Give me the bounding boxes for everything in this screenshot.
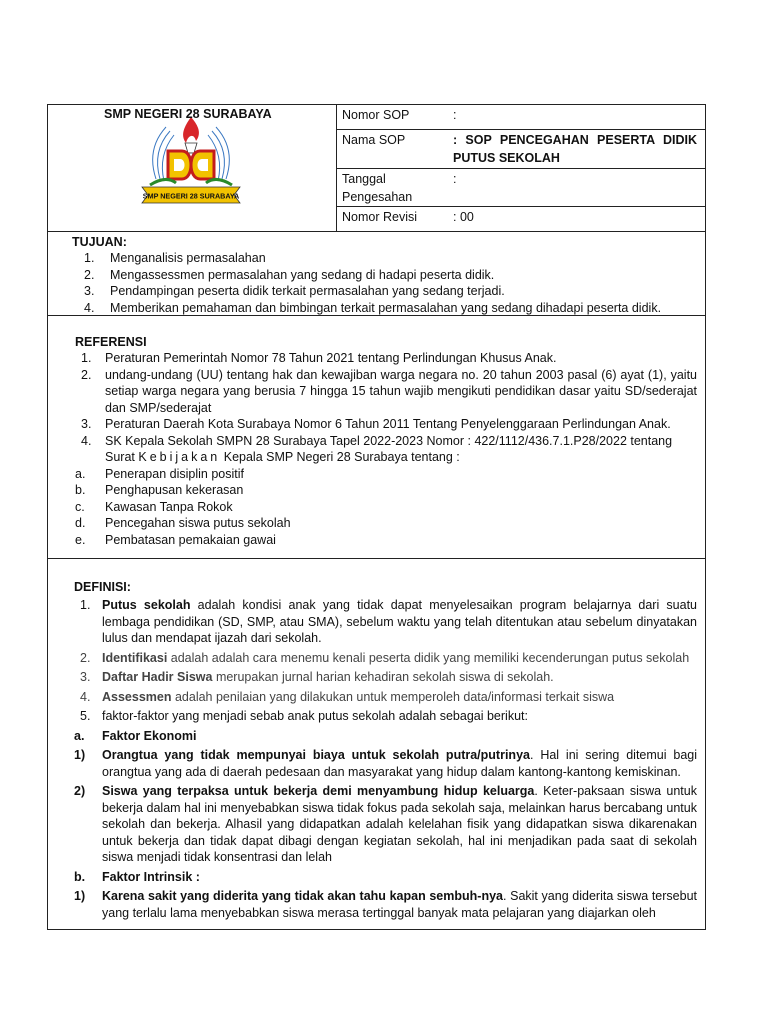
- header-table: [48, 105, 705, 232]
- section-referensi: [48, 316, 705, 559]
- label-nomor-sop: Nomor SOP: [342, 108, 410, 122]
- list-item: 2. Mengassessmen permasalahan yang sedang di hadapi peserta didik.: [84, 267, 495, 282]
- tujuan-title: TUJUAN:: [72, 235, 127, 249]
- referensi-title: REFERENSI: [75, 335, 147, 349]
- list-item: b. Penghapusan kekerasan: [75, 483, 244, 497]
- list-item: a. Faktor Ekonomi: [74, 728, 197, 743]
- list-item: 5. faktor-faktor yang menjadi sebab anak putus sekolah adalah sebagai berikut:: [80, 709, 528, 723]
- school-cell: [48, 105, 337, 231]
- list-item: e. Pembatasan pemakaian gawai: [75, 532, 276, 547]
- definisi-title: DEFINISI:: [74, 580, 131, 594]
- list-item: a. Penerapan disiplin positif: [75, 466, 244, 481]
- row-nama-sop: [337, 130, 705, 169]
- tujuan-list: [72, 250, 705, 316]
- row-nomor-sop: [337, 105, 705, 130]
- row-nomor-revisi: [337, 207, 705, 231]
- value-nama-sop: : SOP PENCEGAHAN PESERTA DIDIK PUTUS SEKOLAH: [453, 132, 697, 165]
- list-item: 3. Daftar Hadir Siswa merupakan jurnal harian kehadiran sekolah siswa di sekolah.: [80, 670, 554, 684]
- value-nomor-sop: :: [453, 108, 457, 122]
- value-tanggal-pengesahan: :: [453, 171, 457, 186]
- referensi-list: [75, 350, 697, 548]
- list-item: Surat Kebijakan Kepala SMP Negeri 28 Surabaya tentang :: [105, 450, 460, 464]
- sop-document: [47, 104, 706, 930]
- school-logo: [136, 109, 246, 209]
- sop-info-cells: [337, 105, 705, 231]
- list-item: 2. undang-undang (UU) tentang hak dan kewajiban warga negara no. 20 tahun 2003 pasal (6) ayat (1), yaitu setiap warga negara yang berusia 7 hingga 15 tahun wajib mengikuti pendidikan dasar yaitu SD/sederajat dan SMP/sederajat: [81, 367, 697, 415]
- list-item: 4. Memberikan pemahaman dan bimbingan terkait permasalahan yang sedang dihadapi peserta didik.: [84, 300, 662, 315]
- row-tanggal-pengesahan: [337, 169, 705, 207]
- definisi-list: [74, 597, 697, 921]
- list-item: 1) Karena sakit yang diderita yang tidak akan tahu kapan sembuh-nya. Sakit yang diderita siswa tersebut yang terlalu lama menyebabkan siswa merasa tertinggal banyak mata pelajaran yang diajarkan oleh: [74, 889, 697, 920]
- list-item: 3. Pendampingan peserta didik terkait permasalahan yang sedang terjadi.: [84, 284, 505, 298]
- label-nomor-revisi: Nomor Revisi: [342, 209, 418, 224]
- list-item: 3. Peraturan Daerah Kota Surabaya Nomor 6 Tahun 2011 Tentang Penyelenggaraan Perlindungan Anak.: [81, 417, 671, 431]
- value-nomor-revisi: : 00: [453, 209, 474, 224]
- label-nama-sop: Nama SOP: [342, 132, 406, 147]
- label-tanggal-pengesahan: Tanggal Pengesahan: [342, 171, 413, 204]
- list-item: 2) Siswa yang terpaksa untuk bekerja demi menyambung hidup keluarga. Keter-paksaan siswa untuk bekerja dalam hal ini menyebabkan siswa tidak fokus pada sekolah saja, melainkan harus bercabang untuk sekolah dan bekerja. Alhasil yang didapatkan adalah kelelahan fisik yang didapatkan siswa dikarenakan untuk bekerja dan tidak dapat dibagi dengan kegiatan sekolah, hal ini menjadikan pada saat di sekolah siswa menjadi tidak konsentrasi dan lelah: [74, 784, 697, 864]
- school-name: SMP NEGERI 28 SURABAYA: [104, 107, 272, 121]
- section-definisi: [48, 559, 705, 921]
- list-item: 4. SK Kepala Sekolah SMPN 28 Surabaya Tapel 2022-2023 Nomor : 422/1112/436.7.1.P28/2022 tentang: [81, 433, 673, 448]
- list-item: d. Pencegahan siswa putus sekolah: [75, 516, 291, 530]
- list-item: 1. Putus sekolah adalah kondisi anak yang tidak dapat menyelesaikan program belajarnya dari suatu lembaga pendidikan (SD, SMP, atau SMA), sebelum waktu yang telah ditentukan atau sebelum dinyatakan lulus dan mendapat ijazah dari sekolah.: [80, 598, 698, 645]
- list-item: 1. Menganalisis permasalahan: [84, 251, 266, 265]
- list-item: 1) Orangtua yang tidak mempunyai biaya untuk sekolah putra/putrinya. Hal ini sering ditemui bagi orangtua yang ada di daerah pedesaan dan masyarakat yang hidup dalam kantong-kantong kemiskinan.: [74, 748, 697, 779]
- list-item: b. Faktor Intrinsik :: [74, 869, 200, 884]
- list-item: 2. Identifikasi adalah adalah cara menemu kenali peserta didik yang memiliki kecenderungan putus sekolah: [80, 650, 690, 665]
- list-item: c. Kawasan Tanpa Rokok: [75, 499, 233, 514]
- list-item: 1. Peraturan Pemerintah Nomor 78 Tahun 2021 tentang Perlindungan Khusus Anak.: [81, 351, 557, 365]
- logo-banner-text: SMP NEGERI 28 SURABAYA: [142, 191, 240, 201]
- list-item: 4. Assessmen adalah penilaian yang dilakukan untuk memperoleh data/informasi terkait siswa: [80, 689, 615, 704]
- section-tujuan: [48, 232, 705, 316]
